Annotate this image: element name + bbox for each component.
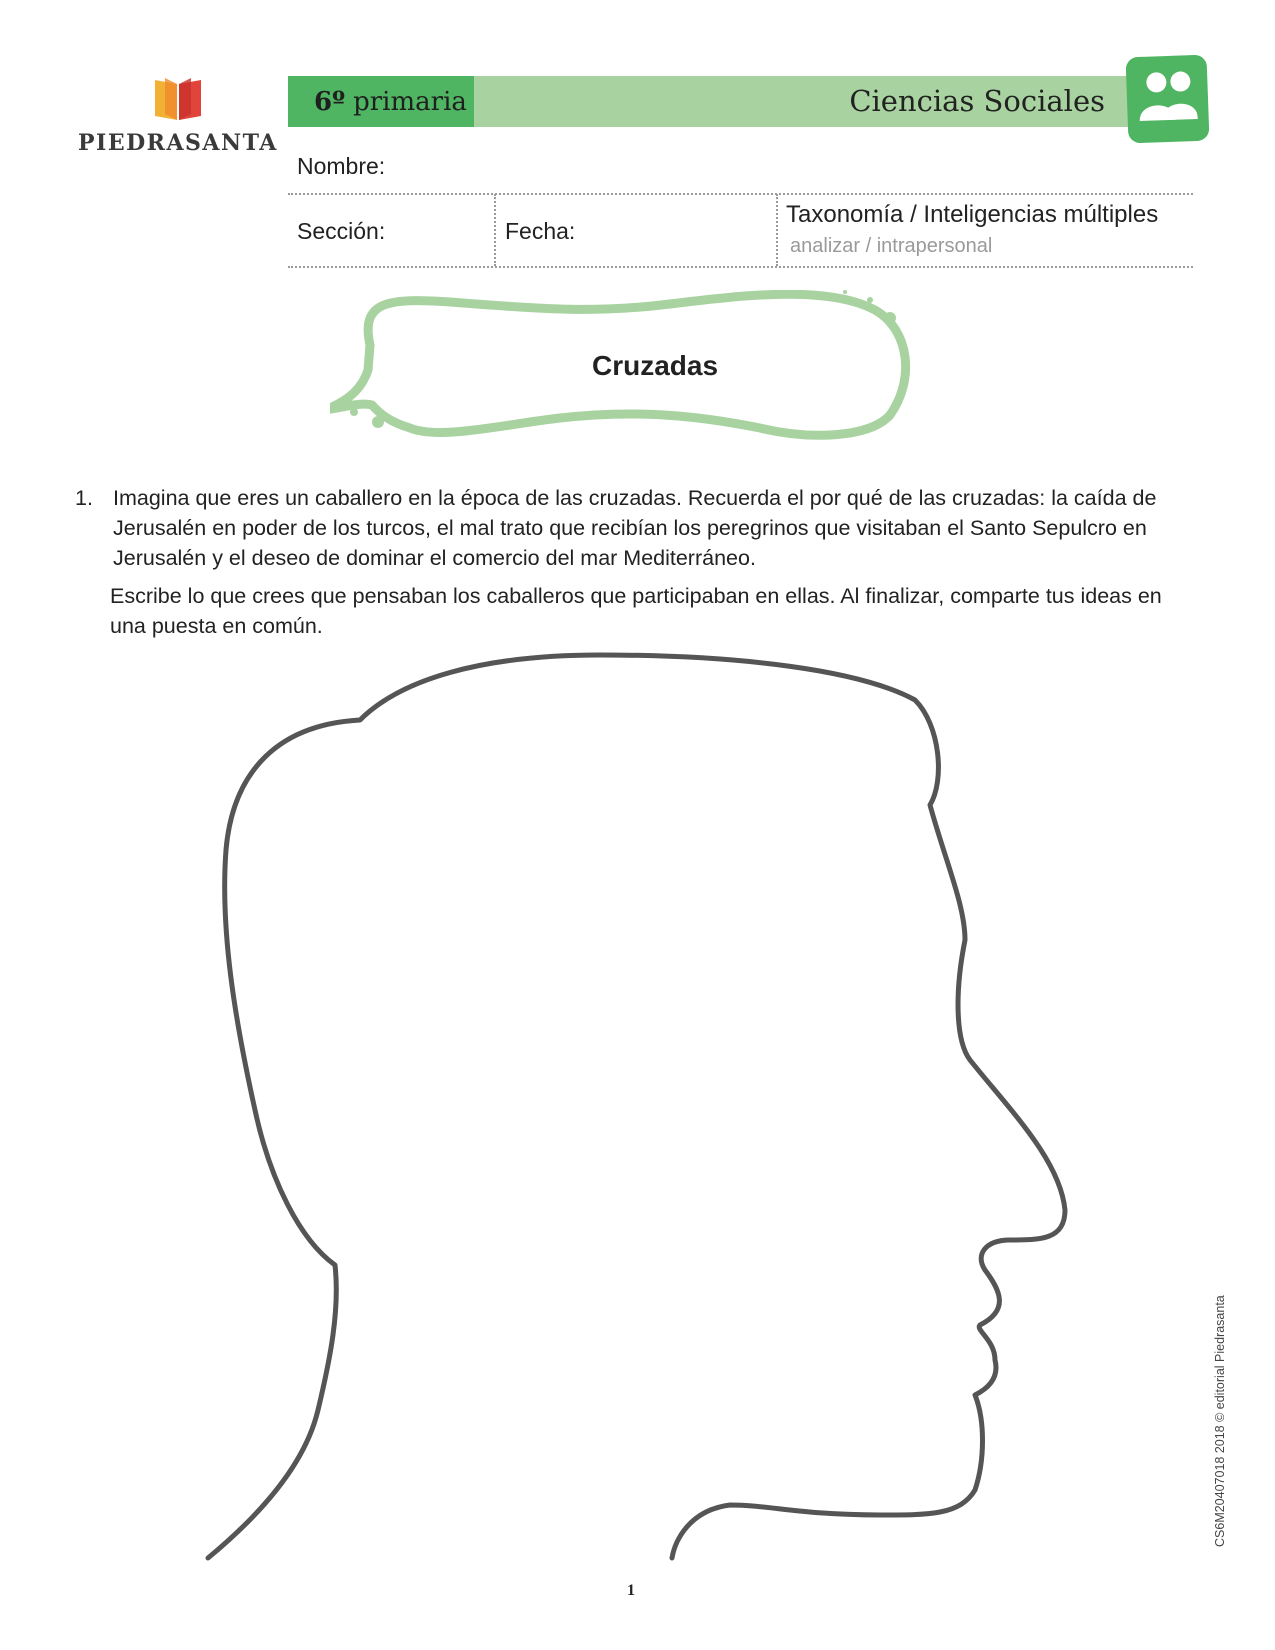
- page-title: Cruzadas: [591, 350, 719, 381]
- logo-wordmark: PIEDRASANTA: [78, 130, 278, 156]
- page-number: 1: [627, 1582, 635, 1599]
- divider: [494, 194, 496, 266]
- divider: [288, 193, 1193, 195]
- divider: [776, 194, 778, 266]
- people-group-icon: [1126, 55, 1210, 144]
- date-field-label: Fecha:: [505, 218, 576, 244]
- open-book-icon: [153, 76, 203, 122]
- grade-label: primaria: [353, 86, 467, 117]
- question-instruction: Escribe lo que crees que pensaban los caballeros que participaban en ellas. Al finalizar, comparte tus ideas en una puesta en común.: [110, 584, 1162, 638]
- grade-badge: [288, 76, 474, 127]
- question-number: 1.: [75, 486, 93, 510]
- head-silhouette-outline[interactable]: [0, 640, 1275, 1590]
- taxonomy-title: Taxonomía / Inteligencias múltiples: [786, 201, 1159, 228]
- grade-number: 6º: [314, 86, 346, 117]
- question-text: Imagina que eres un caballero en la época de las cruzadas. Recuerda el por qué de las cruzadas: la caída de Jerusalén en poder de los turcos, el mal trato que recibían los peregrinos que visitaban el Santo Sepulcro en Jerusalén y el deseo de dominar el comercio del mar Mediterráneo.: [113, 486, 1157, 570]
- publisher-logo: [78, 70, 278, 160]
- copyright-code: CS6M20407018 2018 © editorial Piedrasanta: [1213, 1295, 1227, 1547]
- taxonomy-subtitle: analizar / intrapersonal: [790, 235, 993, 257]
- subject-title: Ciencias Sociales: [849, 84, 1105, 118]
- name-field-label: Nombre:: [297, 153, 386, 179]
- section-field-label: Sección:: [297, 218, 386, 244]
- divider: [288, 266, 1193, 268]
